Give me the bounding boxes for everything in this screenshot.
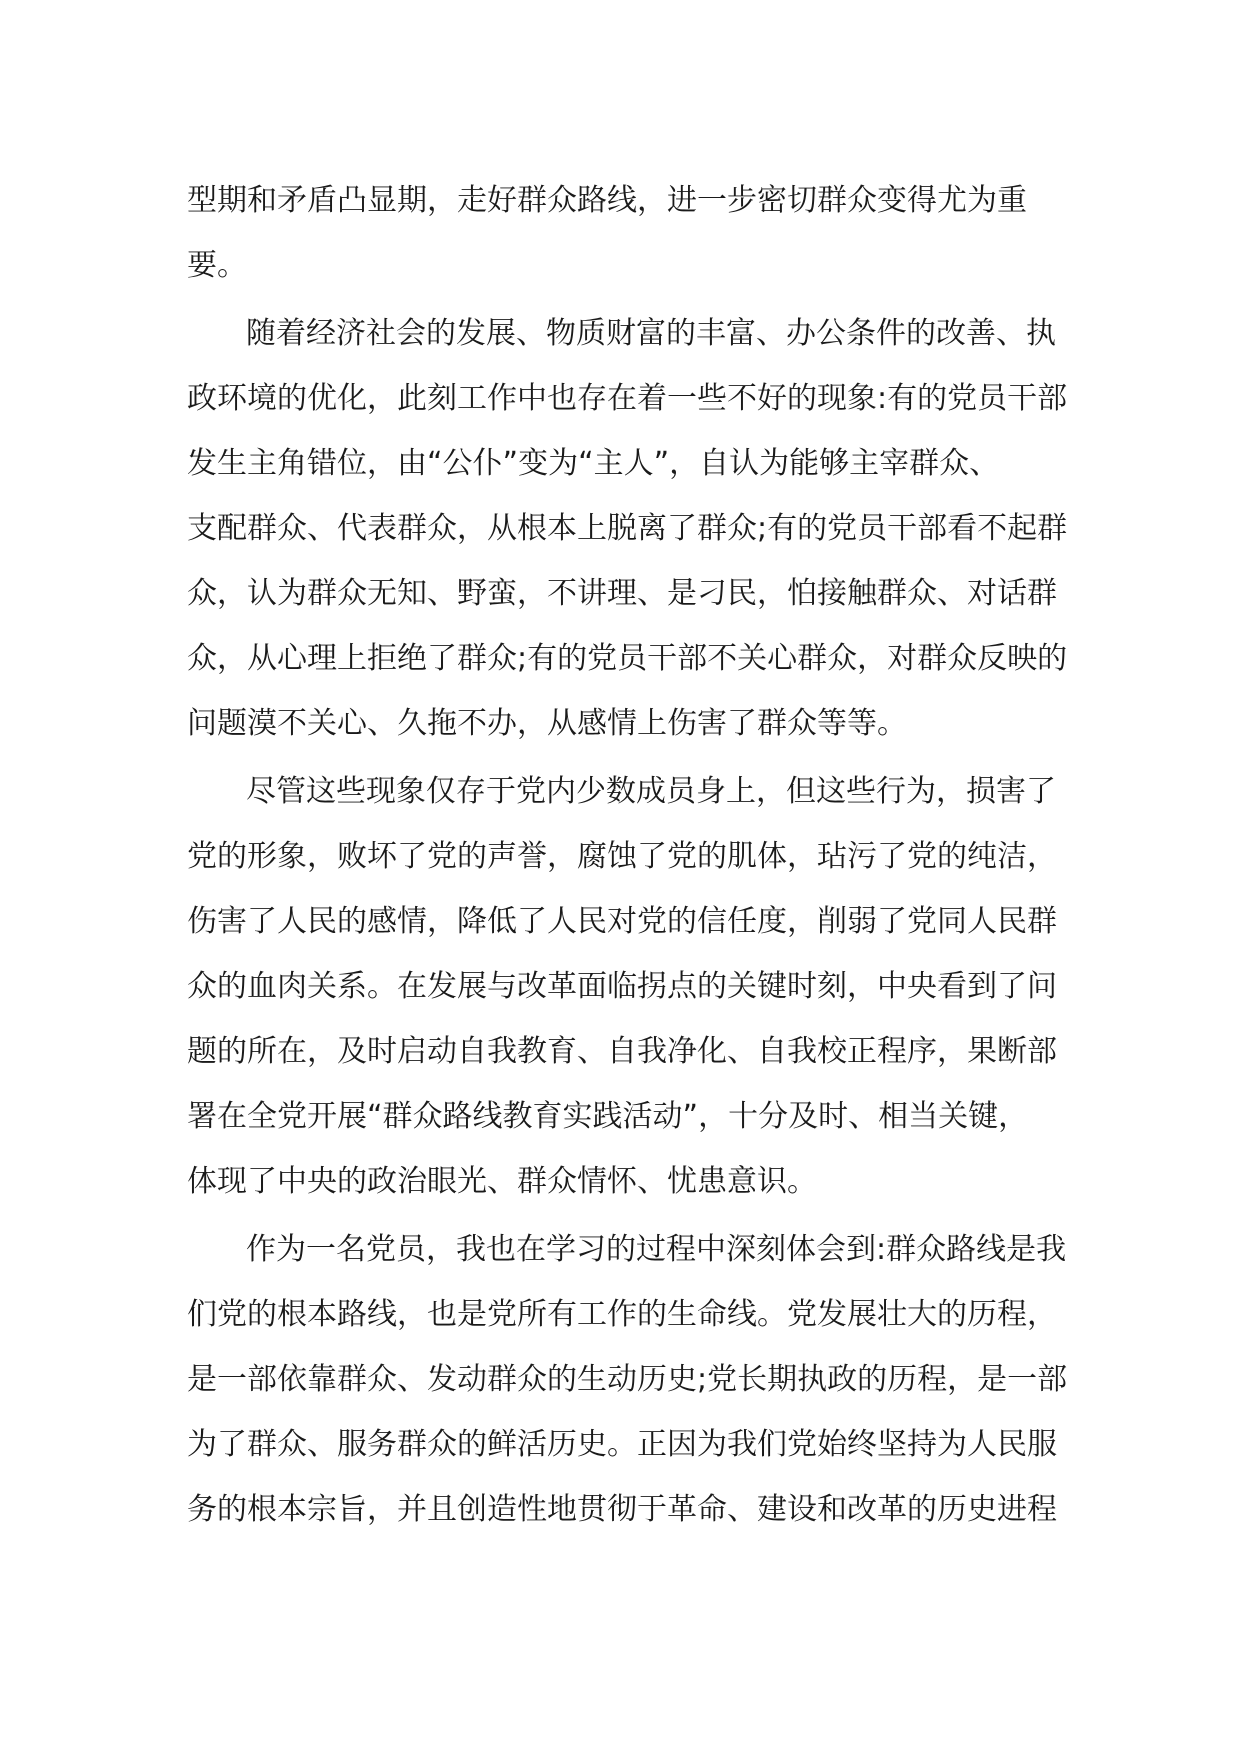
text-line: 体现了中央的政治眼光、群众情怀、忧患意识。 <box>187 1164 817 1199</box>
text-line: 为了群众、服务群众的鲜活历史。正因为我们党始终坚持为人民服 <box>187 1427 1057 1462</box>
text-line: 们党的根本路线，也是党所有工作的生命线。党发展壮大的历程， <box>187 1297 1057 1332</box>
text-line: 随着经济社会的发展、物质财富的丰富、办公条件的改善、执 <box>246 316 1056 351</box>
text-line: 支配群众、代表群众，从根本上脱离了群众;有的党员干部看不起群 <box>187 511 1068 546</box>
text-line: 问题漠不关心、久拖不办，从感情上伤害了群众等等。 <box>187 706 907 741</box>
text-line: 众的血肉关系。在发展与改革面临拐点的关键时刻，中央看到了问 <box>187 969 1057 1004</box>
paragraph-2 <box>187 301 1068 756</box>
text-line: 作为一名党员，我也在学习的过程中深刻体会到:群众路线是我 <box>246 1232 1067 1267</box>
text-line: 发生主角错位，由“公仆”变为“主人”，自认为能够主宰群众、 <box>187 446 1000 481</box>
text-line: 尽管这些现象仅存于党内少数成员身上，但这些行为，损害了 <box>246 774 1056 809</box>
text-line: 众，认为群众无知、野蛮，不讲理、是刁民，怕接触群众、对话群 <box>187 576 1057 611</box>
paragraph-4 <box>187 1217 1068 1542</box>
text-line: 型期和矛盾凸显期，走好群众路线，进一步密切群众变得尤为重 <box>187 183 1027 218</box>
text-line: 要。 <box>187 248 247 283</box>
paragraph-3 <box>187 759 1057 1214</box>
text-line: 题的所在，及时启动自我教育、自我净化、自我校正程序，果断部 <box>187 1034 1057 1069</box>
text-line: 众，从心理上拒绝了群众;有的党员干部不关心群众，对群众反映的 <box>187 641 1068 676</box>
text-line: 政环境的优化，此刻工作中也存在着一些不好的现象:有的党员干部 <box>187 381 1068 416</box>
text-line: 务的根本宗旨，并且创造性地贯彻于革命、建设和改革的历史进程 <box>187 1492 1057 1527</box>
paragraph-1 <box>187 168 1053 298</box>
text-line: 伤害了人民的感情，降低了人民对党的信任度，削弱了党同人民群 <box>187 904 1057 939</box>
text-line: 是一部依靠群众、发动群众的生动历史;党长期执政的历程，是一部 <box>187 1362 1068 1397</box>
document-body <box>187 168 1068 1542</box>
text-line: 署在全党开展“群众路线教育实践活动”，十分及时、相当关键， <box>187 1099 1029 1134</box>
text-line: 党的形象，败坏了党的声誉，腐蚀了党的肌体，玷污了党的纯洁， <box>187 839 1057 874</box>
